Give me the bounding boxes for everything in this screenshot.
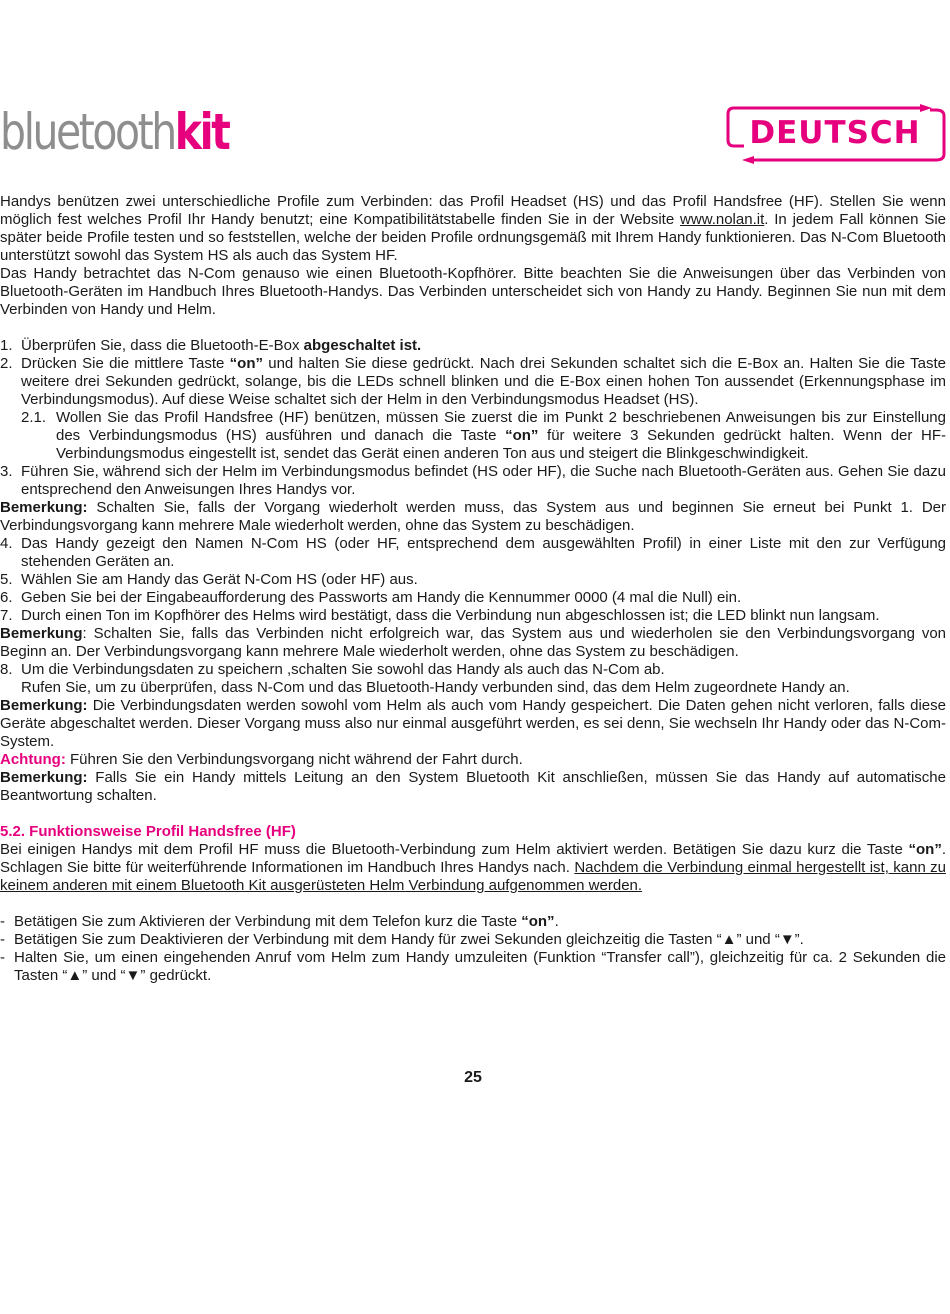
section-heading-5-2: 5.2. Funktionsweise Profil Handsfree (HF)	[0, 823, 296, 840]
section-5-2-paragraph: Bei einigen Handys mit dem Profil HF muss die Bluetooth-Verbindung zum Helm aktiviert werden. Betätigen Sie dazu kurz die Taste “on”. Schlagen Sie bitte für weiterführende Informationen im Handbuch Ihres Handys nach. Nachdem die Verbindung einmal hergestellt ist, kann zu keinem anderen mit einem Bluetooth Kit ausgerüsteten Helm Verbindung aufgenommen werden.	[0, 841, 947, 894]
bullet-transfer-call: - Halten Sie, um einen eingehenden Anruf vom Helm zum Handy umzuleiten (Funktion “Transfer call”), gleichzeitig für ca. 2 Sekunden die Tasten “▲” und “▼” gedrückt.	[0, 949, 946, 984]
step-2: 2. Drücken Sie die mittlere Taste “on” und halten Sie diese gedrückt. Nach drei Sekunden schaltet sich die E-Box an. Halten Sie die Taste weitere drei Sekunden gedrückt, solange, bis die LEDs schnell blinken und die E-Box einen hohen Ton aussendet (Erkennungsphase im Verbindungsmodus). Auf diese Weise schaltet sich der Helm in den Verbindungsmodus Headset (HS).	[0, 355, 946, 408]
step-1: 1. Überprüfen Sie, dass die Bluetooth-E-Box abgeschaltet ist.	[0, 337, 422, 354]
logo-text-kit: kit	[174, 103, 229, 161]
manual-body	[0, 193, 946, 985]
step-2-1: 2.1. Wollen Sie das Profil Handsfree (HF) benützen, müssen Sie zuerst die im Punkt 2 beschriebenen Anweisungen bis zur Einstellung des Verbindungsmodus (HS) ausführen und danach die Taste “on” für weitere 3 Sekunden gedrückt halten. Wenn der HF-Verbindungsmodus eingestellt ist, sendet das Gerät einen anderen Ton aus und steigert die Blinkgeschwindigkeit.	[21, 409, 947, 462]
intro-paragraph-1: Handys benützen zwei unterschiedliche Profile zum Verbinden: das Profil Headset (HS) und das Profil Handsfree (HF). Stellen Sie wenn möglich fest welches Profil Ihr Handy benutzt; eine Kompatibilitätstabelle finden Sie in der Website www.nolan.it. In jedem Fall können Sie später beide Profile testen und so feststellen, welche der beiden Profile ordnungsgemäß mit Ihrem Handy funktionieren. Das N-Com Bluetooth unterstützt sowohl das System HS als auch das System HF.	[0, 193, 946, 264]
note-2: Bemerkung: Schalten Sie, falls das Verbinden nicht erfolgreich war, das System aus und wiederholen sie den Verbindungsvorgang von Beginn an. Der Verbindungsvorgang kann mehrere Male wiederholt werden, ohne das System zu beschädigen.	[0, 625, 946, 660]
step-3: 3. Führen Sie, während sich der Helm im Verbindungsmodus befindet (HS oder HF), die Suche nach Bluetooth-Geräten aus. Gehen Sie dazu entsprechend den Anweisungen Ihres Handys vor.	[0, 463, 946, 498]
step-8: 8. Um die Verbindungsdaten zu speichern ,schalten Sie sowohl das Handy als auch das N-Com ab.	[0, 661, 665, 678]
language-badge-label: DEUTSCH	[749, 115, 921, 151]
note-1: Bemerkung: Schalten Sie, falls der Vorgang wiederholt werden muss, das System aus und beginnen Sie erneut bei Punkt 1. Der Verbindungsvorgang kann mehrere Male wiederholt werden, ohne das System zu beschädigen.	[0, 499, 946, 534]
bullet-deactivate: - Betätigen Sie zum Deaktivieren der Verbindung mit dem Handy für zwei Sekunden gleichzeitig die Tasten “▲” und “▼”.	[0, 931, 804, 948]
bullet-activate: - Betätigen Sie zum Aktivieren der Verbindung mit dem Telefon kurz die Taste “on”.	[0, 913, 559, 930]
step-7: 7. Durch einen Ton im Kopfhörer des Helms wird bestätigt, dass die Verbindung nun abgeschlossen ist; die LED blinkt nun langsam.	[0, 607, 880, 624]
logo-text-bluetooth: bluetooth	[0, 103, 175, 161]
warning: Achtung: Führen Sie den Verbindungsvorgang nicht während der Fahrt durch.	[0, 751, 523, 768]
note-4: Bemerkung: Falls Sie ein Handy mittels Leitung an den System Bluetooth Kit anschließen, müssen Sie das Handy auf automatische Beantwortung schalten.	[0, 769, 946, 804]
page-number: 25	[464, 1069, 482, 1086]
intro-paragraph-2: Das Handy betrachtet das N-Com genauso wie einen Bluetooth-Kopfhörer. Bitte beachten Sie die Anweisungen über das Verbinden von Bluetooth-Geräten im Handbuch Ihres Bluetooth-Handys. Das Verbinden unterscheidet sich von Handy zu Handy. Beginnen Sie nun mit dem Verbinden von Handy und Helm.	[0, 265, 946, 318]
step-8-continuation: Rufen Sie, um zu überprüfen, dass N-Com und das Bluetooth-Handy verbunden sind, das dem Helm zugeordnete Handy an.	[21, 679, 850, 696]
step-4: 4. Das Handy gezeigt den Namen N-Com HS (oder HF, entsprechend dem ausgewählten Profil) in einer Liste mit den zur Verfügung stehenden Geräten an.	[0, 535, 946, 570]
note-3: Bemerkung: Die Verbindungsdaten werden sowohl vom Helm als auch vom Handy gespeichert. Die Daten gehen nicht verloren, falls diese Geräte abgeschaltet werden. Dieser Vorgang muss also nur einmal ausgeführt werden, es sei denn, Sie wechseln Ihr Handy oder das N-Com-System.	[0, 697, 946, 750]
step-6: 6. Geben Sie bei der Eingabeaufforderung des Passworts am Handy die Kennummer 0000 (4 mal die Null) ein.	[0, 589, 742, 606]
language-badge	[726, 104, 944, 158]
bluetoothkit-logo	[0, 104, 228, 160]
step-5: 5. Wählen Sie am Handy das Gerät N-Com HS (oder HF) aus.	[0, 571, 418, 588]
website-link[interactable]: www.nolan.it	[680, 211, 765, 228]
